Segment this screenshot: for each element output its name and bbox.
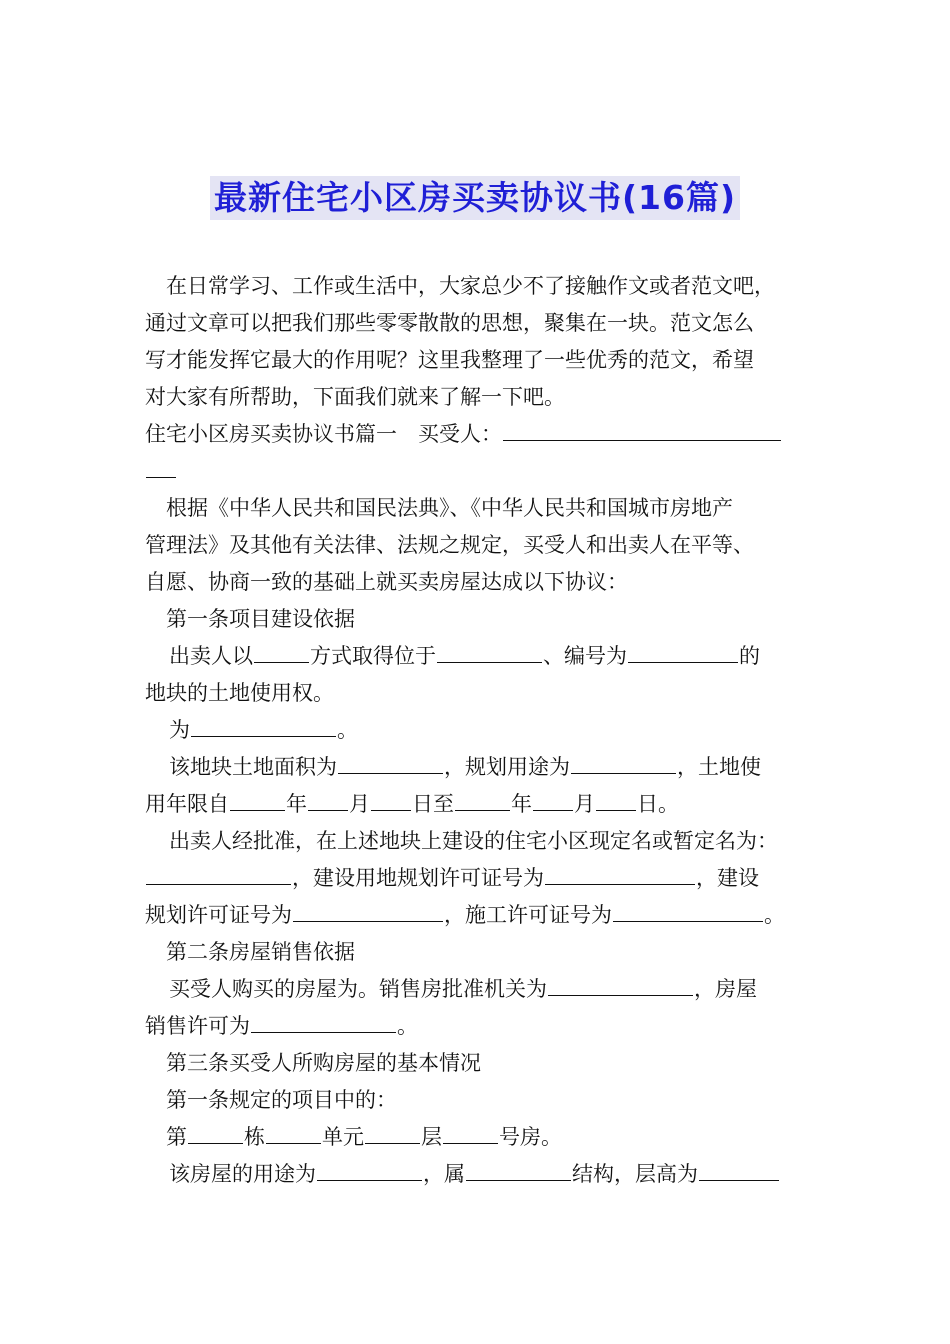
buyer-blank-cont — [146, 453, 176, 478]
fill-blank — [230, 786, 285, 811]
article-1-line — [145, 712, 810, 749]
text-run: 为 — [169, 718, 190, 742]
intro-line: 对大家有所帮助，下面我们就来了解一下吧。 — [145, 385, 565, 409]
fill-blank — [699, 1156, 779, 1181]
text-run: 买受人购买的房屋为。销售房批准机关为 — [169, 977, 547, 1001]
fill-blank — [293, 897, 443, 922]
fill-blank — [371, 786, 411, 811]
text-run: 的 — [739, 644, 760, 668]
text-run: 。 — [764, 903, 785, 927]
fill-blank — [146, 860, 291, 885]
fill-blank — [188, 1119, 243, 1144]
fill-blank — [548, 971, 693, 996]
fill-blank — [628, 638, 738, 663]
text-run: 该地块土地面积为 — [169, 755, 337, 779]
article-3-line — [145, 1156, 810, 1193]
text-run: 规划许可证号为 — [145, 903, 292, 927]
text-run: 结构，层高为 — [572, 1162, 698, 1186]
document-title: 最新住宅小区房买卖协议书(16篇) — [210, 176, 740, 220]
article-2-line — [145, 971, 810, 1008]
text-run: 年 — [286, 792, 307, 816]
intro-line: 通过文章可以把我们那些零零散散的思想，聚集在一块。范文怎么 — [145, 311, 754, 335]
fill-blank — [533, 786, 573, 811]
heading-text: 住宅小区房买卖协议书篇一 买受人： — [145, 422, 502, 446]
text-run: 单元 — [322, 1125, 364, 1149]
text-run: 栋 — [244, 1125, 265, 1149]
article-1-line — [145, 638, 810, 675]
text-run: 层 — [421, 1125, 442, 1149]
text-run: 出卖人以 — [169, 644, 253, 668]
text-run: 用年限自 — [145, 792, 229, 816]
heading-line-cont — [145, 453, 810, 490]
article-3-title: 第三条买受人所购房屋的基本情况 — [166, 1051, 481, 1075]
text-run: 第 — [166, 1125, 187, 1149]
fill-blank — [308, 786, 348, 811]
basis-line: 管理法》及其他有关法律、法规之规定，买受人和出卖人在平等、 — [145, 533, 754, 557]
text-run: 日。 — [637, 792, 679, 816]
text-run: 、编号为 — [543, 644, 627, 668]
text-run: 年 — [511, 792, 532, 816]
article-1-line — [145, 786, 810, 823]
fill-blank — [596, 786, 636, 811]
article-1-line: 出卖人经批准，在上述地块上建设的住宅小区现定名或暂定名为： — [169, 829, 778, 853]
article-2-line — [145, 1008, 810, 1045]
text-run: 月 — [349, 792, 370, 816]
fill-blank — [317, 1156, 422, 1181]
article-1-line: 地块的土地使用权。 — [145, 681, 334, 705]
title-container — [0, 176, 950, 220]
article-1-line — [145, 749, 810, 786]
fill-blank — [466, 1156, 571, 1181]
text-run: ，建设用地规划许可证号为 — [292, 866, 544, 890]
heading-line — [145, 416, 810, 453]
article-1-line — [145, 897, 810, 934]
document-body — [145, 268, 810, 1193]
intro-line: 写才能发挥它最大的作用呢？这里我整理了一些优秀的范文，希望 — [145, 348, 754, 372]
fill-blank — [437, 638, 542, 663]
fill-blank — [613, 897, 763, 922]
fill-blank — [545, 860, 695, 885]
text-run: ，房屋 — [694, 977, 757, 1001]
text-run: ，土地使 — [677, 755, 761, 779]
basis-line: 根据《中华人民共和国民法典》、《中华人民共和国城市房地产 — [166, 496, 733, 520]
text-run: ，规划用途为 — [444, 755, 570, 779]
text-run: 月 — [574, 792, 595, 816]
fill-blank — [254, 638, 309, 663]
article-3-line: 第一条规定的项目中的： — [166, 1088, 397, 1112]
text-run: 日至 — [412, 792, 454, 816]
fill-blank — [443, 1119, 498, 1144]
text-run: ，施工许可证号为 — [444, 903, 612, 927]
text-run: ，属 — [423, 1162, 465, 1186]
text-run: 该房屋的用途为 — [169, 1162, 316, 1186]
fill-blank — [455, 786, 510, 811]
fill-blank — [365, 1119, 420, 1144]
fill-blank — [571, 749, 676, 774]
fill-blank — [338, 749, 443, 774]
text-run: 。 — [397, 1014, 418, 1038]
text-run: 。 — [337, 718, 358, 742]
article-1-line — [145, 860, 810, 897]
text-run: 方式取得位于 — [310, 644, 436, 668]
article-3-line — [145, 1119, 810, 1156]
intro-line: 在日常学习、工作或生活中，大家总少不了接触作文或者范文吧， — [166, 274, 775, 298]
basis-line: 自愿、协商一致的基础上就买卖房屋达成以下协议： — [145, 570, 628, 594]
fill-blank — [251, 1008, 396, 1033]
article-1-title: 第一条项目建设依据 — [166, 607, 355, 631]
article-2-title: 第二条房屋销售依据 — [166, 940, 355, 964]
fill-blank — [266, 1119, 321, 1144]
fill-blank — [191, 712, 336, 737]
text-run: ，建设 — [696, 866, 759, 890]
buyer-blank — [503, 416, 781, 441]
text-run: 号房。 — [499, 1125, 562, 1149]
text-run: 销售许可为 — [145, 1014, 250, 1038]
